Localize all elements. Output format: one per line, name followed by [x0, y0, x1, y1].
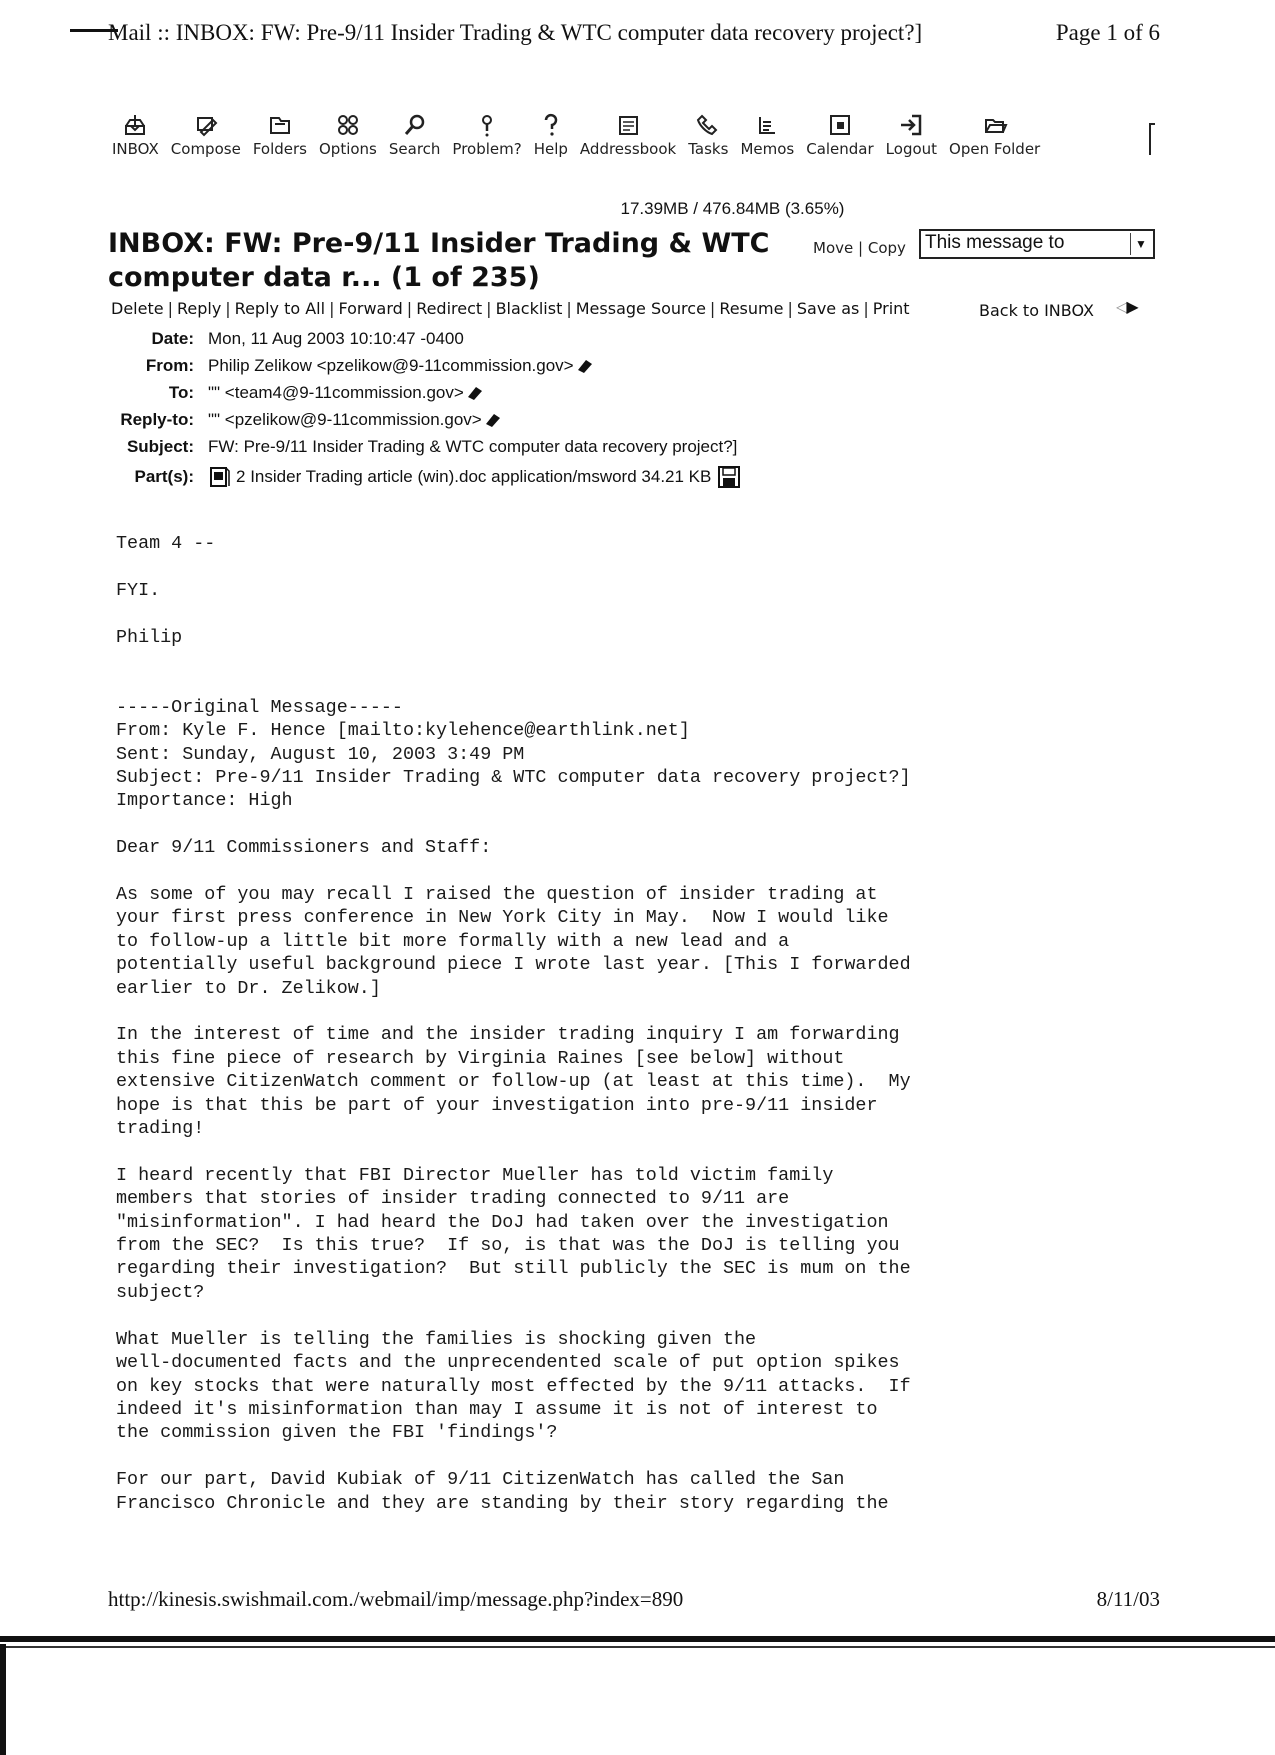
scan-border — [0, 1644, 6, 1755]
toolbar-label: Help — [533, 140, 568, 158]
add-to-addressbook-icon[interactable] — [484, 412, 502, 428]
move-link[interactable]: Move — [813, 239, 854, 257]
toolbar-inbox[interactable] — [112, 112, 159, 158]
toolbar-options[interactable] — [319, 112, 377, 158]
folders-icon — [267, 112, 293, 138]
toolbar-label: Folders — [252, 140, 307, 158]
toolbar-scroll-edge — [1149, 123, 1155, 155]
message-body — [116, 532, 911, 1515]
header-label: To: — [168, 382, 194, 402]
toolbar-tasks[interactable] — [688, 112, 728, 158]
part-number: 2 — [236, 467, 246, 486]
print-footer — [108, 1587, 1160, 1612]
toolbar-label: Compose — [170, 140, 241, 158]
toolbar-label: Problem? — [452, 140, 522, 158]
body-paragraph-1: As some of you may recall I raised the question of insider trading at your first press conference in New York City in May. Now I would like to follow-up a little bit more formally with a new lead and a potentially useful background piece I wrote last year. [This I forwarded earlier to Dr. Zelikow.] — [116, 884, 911, 999]
header-to — [104, 379, 741, 406]
previous-message-icon[interactable]: ◁ — [1116, 299, 1127, 316]
target-folder-select[interactable] — [919, 229, 1155, 259]
heading-line-1: INBOX: FW: Pre-9/11 Insider Trading & WTC — [108, 228, 770, 259]
to-value: "" <team4@9-11commission.gov> — [208, 382, 464, 402]
footer-url: http://kinesis.swishmail.com./webmail/imp/message.php?index=890 — [108, 1587, 684, 1611]
body-fyi: FYI. — [116, 579, 161, 601]
header-label: Reply-to: — [120, 409, 194, 429]
header-label: Date: — [151, 328, 194, 348]
move-copy-links — [813, 239, 906, 257]
logout-icon — [898, 112, 924, 138]
save-as-link[interactable]: Save as — [796, 299, 860, 318]
reply-all-link[interactable]: Reply to All — [234, 299, 326, 318]
message-heading — [108, 227, 828, 295]
save-attachment-icon[interactable] — [717, 465, 741, 489]
attachment-size: 34.21 KB — [641, 467, 712, 486]
toolbar-search[interactable] — [389, 112, 441, 158]
forward-link[interactable]: Forward — [338, 299, 403, 318]
scan-border — [0, 1636, 1275, 1642]
toolbar-calendar[interactable] — [806, 112, 873, 158]
header-label: Subject: — [126, 436, 194, 456]
word-document-icon — [208, 465, 232, 489]
problem-icon — [474, 112, 500, 138]
toolbar-label: Options — [318, 140, 377, 158]
original-importance: Importance: High — [116, 790, 293, 812]
body-signature: Philip — [116, 626, 183, 648]
compose-icon — [193, 112, 219, 138]
addressbook-icon — [615, 112, 641, 138]
toolbar-label: Search — [388, 140, 441, 158]
memos-icon — [754, 112, 780, 138]
toolbar-logout[interactable] — [886, 112, 937, 158]
toolbar-memos[interactable] — [740, 112, 794, 158]
toolbar-addressbook[interactable] — [580, 112, 676, 158]
next-message-icon[interactable]: ▶ — [1126, 299, 1137, 316]
toolbar-label: Tasks — [688, 140, 729, 158]
open-folder-icon — [982, 112, 1008, 138]
reply-to-value: "" <pzelikow@9-11commission.gov> — [208, 409, 482, 429]
body-greeting: Team 4 -- — [116, 533, 216, 554]
toolbar-label: Calendar — [806, 140, 874, 158]
inbox-icon — [122, 112, 148, 138]
message-actions: Delete | Reply | Reply to All | Forward | Redirect | Blacklist | Message Source | Resume | Save as | Print — [111, 299, 910, 318]
original-message-header: -----Original Message----- — [116, 696, 403, 718]
print-title: Mail :: INBOX: FW: Pre-9/11 Insider Trading & WTC computer data recovery project?] — [108, 20, 923, 45]
attachment-type: application/msword — [491, 467, 637, 486]
page-indicator: Page 1 of 6 — [1055, 20, 1160, 45]
chevron-down-icon: ▼ — [1130, 233, 1151, 255]
body-paragraph-5: For our part, David Kubiak of 9/11 CitizenWatch has called the San Francisco Chronicle and they are standing by their story regarding the — [116, 1469, 889, 1514]
main-toolbar — [112, 112, 1152, 172]
from-value: Philip Zelikow <pzelikow@9-11commission.gov> — [208, 355, 574, 375]
print-link[interactable]: Print — [872, 299, 910, 318]
toolbar-label: Open Folder — [949, 140, 1041, 158]
attachment-name[interactable]: Insider Trading article (win).doc — [250, 467, 487, 486]
header-from — [104, 352, 741, 379]
body-paragraph-4: What Mueller is telling the families is shocking given the well-documented facts and the unprecendented scale of put option spikes on key stocks that were naturally most effected by the 9/11 attacks. If indeed it's misinformation than may I assume it is not of interest to the commission given the FBI 'findings'? — [116, 1328, 911, 1444]
reply-link[interactable]: Reply — [176, 299, 222, 318]
delete-link[interactable]: Delete — [111, 299, 164, 318]
header-date — [104, 325, 741, 352]
back-to-inbox-link[interactable]: Back to INBOX — [979, 301, 1094, 320]
toolbar-problem[interactable] — [452, 112, 521, 158]
header-label: From: — [145, 355, 194, 375]
print-header — [108, 20, 1160, 56]
header-subject — [104, 433, 741, 460]
original-subject: Subject: Pre-9/11 Insider Trading & WTC computer data recovery project?] — [116, 767, 911, 789]
toolbar-folders[interactable] — [253, 112, 307, 158]
options-icon — [335, 112, 361, 138]
target-folder-value: This message to — [925, 232, 1065, 253]
toolbar-open-folder[interactable] — [949, 112, 1040, 158]
move-copy-separator: | — [858, 239, 864, 257]
toolbar-label: INBOX — [112, 140, 159, 158]
body-salutation: Dear 9/11 Commissioners and Staff: — [116, 837, 492, 859]
add-to-addressbook-icon[interactable] — [576, 358, 594, 374]
message-headers — [104, 325, 741, 494]
add-to-addressbook-icon[interactable] — [466, 385, 484, 401]
toolbar-label: Memos — [740, 140, 795, 158]
toolbar-compose[interactable] — [171, 112, 241, 158]
toolbar-help[interactable] — [534, 112, 568, 158]
scan-border — [0, 1646, 1275, 1648]
original-sent: Sent: Sunday, August 10, 2003 3:49 PM — [116, 743, 525, 765]
header-reply-to — [104, 406, 741, 433]
subject-value: FW: Pre-9/11 Insider Trading & WTC computer data recovery project?] — [208, 436, 738, 456]
blacklist-link[interactable]: Blacklist — [495, 299, 563, 318]
tasks-icon — [695, 112, 721, 138]
copy-link[interactable]: Copy — [867, 239, 906, 257]
header-label: Part(s): — [134, 467, 194, 486]
message-nav — [1116, 297, 1137, 317]
message-source-link[interactable]: Message Source — [575, 299, 706, 318]
original-from: From: Kyle F. Hence [mailto:kylehence@earthlink.net] — [116, 720, 690, 742]
resume-link[interactable]: Resume — [719, 299, 784, 318]
toolbar-label: Addressbook — [579, 140, 677, 158]
search-icon — [402, 112, 428, 138]
body-paragraph-3: I heard recently that FBI Director Mueller has told victim family members that stories of insider trading connected to 9/11 are "misinformation". I had heard the DoJ had taken over the investigation from the SEC? Is this true? If so, is that was the DoJ is telling you regarding their investigation? But still publicly the SEC is mum on the subject? — [116, 1164, 911, 1303]
quota-text: 17.39MB / 476.84MB (3.65%) — [620, 199, 845, 218]
date-value: Mon, 11 Aug 2003 10:10:47 -0400 — [208, 328, 464, 348]
help-icon — [538, 112, 564, 138]
toolbar-label: Logout — [885, 140, 938, 158]
heading-line-2: computer data r... (1 of 235) — [108, 262, 540, 293]
calendar-icon — [827, 112, 853, 138]
body-paragraph-2: In the interest of time and the insider trading inquiry I am forwarding this fine piece of research by Virginia Raines [see below] without extensive CitizenWatch comment or follow-up (at least at this time). My hope is that this be part of your investigation into pre-9/11 insider trading! — [116, 1024, 911, 1140]
footer-date: 8/11/03 — [1096, 1587, 1160, 1611]
header-parts — [104, 460, 741, 494]
redirect-link[interactable]: Redirect — [416, 299, 483, 318]
quota-usage — [0, 199, 1275, 219]
